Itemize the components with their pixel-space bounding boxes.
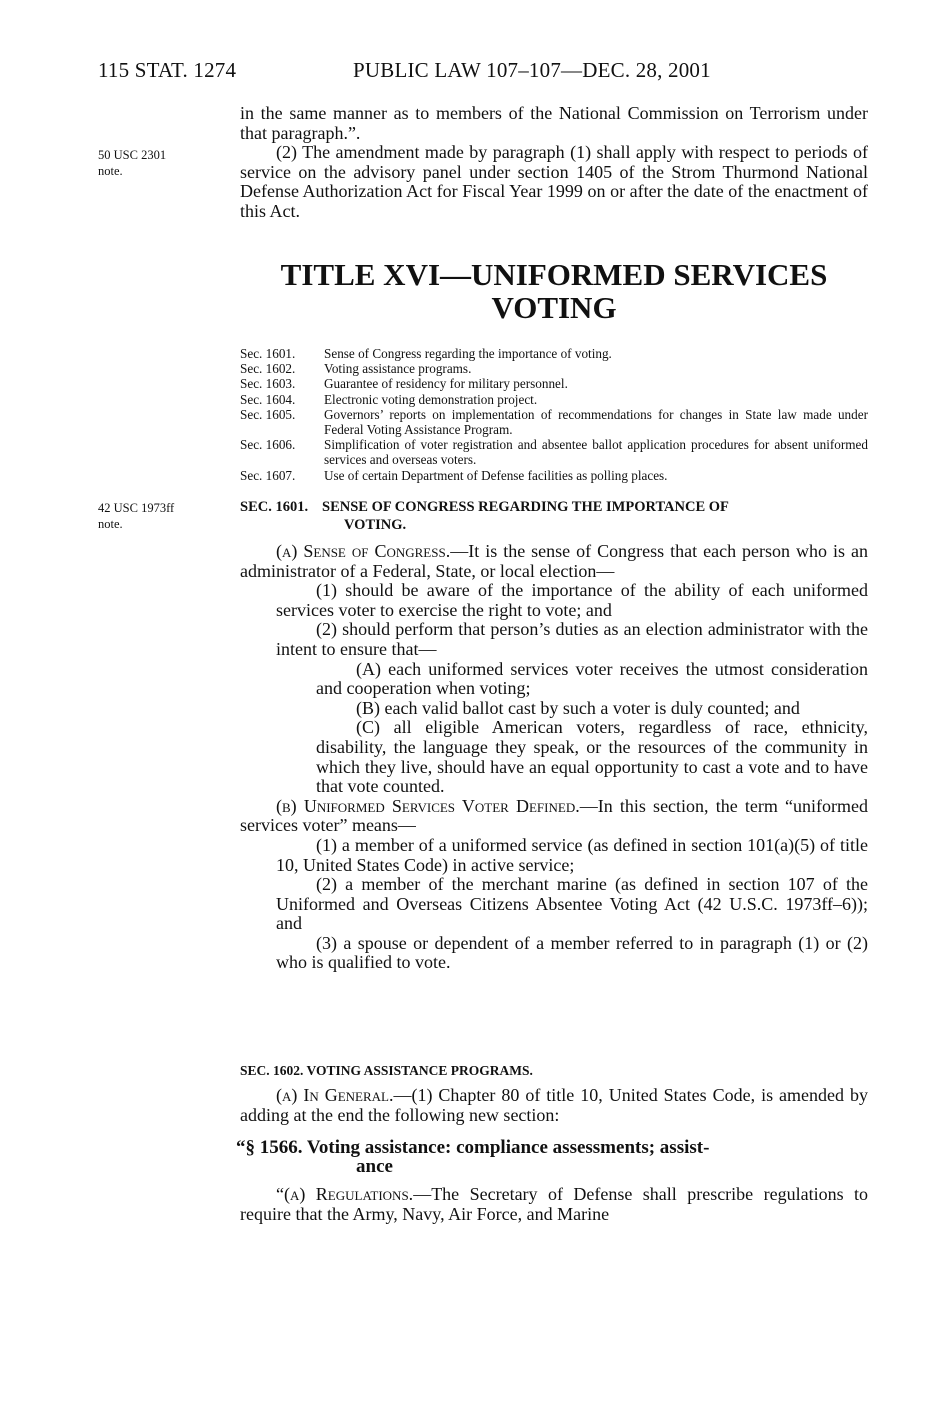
section-1601-body	[240, 542, 868, 973]
running-header: PUBLIC LAW 107–107—DEC. 28, 2001	[353, 58, 711, 82]
toc-entry: Sec. 1605. Governors’ reports on implementation of recommendations for changes in State law made under Federal Voting Assistance Program.	[240, 406, 868, 438]
title-heading: TITLE XVI—UNIFORMED SERVICES VOTING	[280, 257, 828, 325]
subsection-b: (b) Uniformed Services Voter Defined.—In this section, the term “uniformed services voter” means—	[240, 795, 869, 836]
toc-entry: Sec. 1604. Electronic voting demonstration project.	[240, 391, 538, 407]
table-of-contents	[240, 346, 868, 483]
intro-paragraph-2: (2) The amendment made by paragraph (1) shall apply with respect to periods of service on the advisory panel under section 1405 of the Strom Thurmond National Defense Authorization Act for Fiscal Year 1999 on or after the date of the enactment of this Act.	[240, 142, 868, 221]
toc-entry: Sec. 1602. Voting assistance programs.	[240, 361, 472, 377]
subsection-1602-a: (a) In General.—(1) Chapter 80 of title 10, United States Code, is amended by adding at the end the following new section:	[240, 1085, 868, 1125]
intro-paragraph-1: in the same manner as to members of the National Commission on Terrorism under that paragraph.”.	[240, 103, 868, 143]
margin-note-usc-2301: 50 USC 2301 note.	[98, 148, 167, 178]
subsection-a: (a) Sense of Congress.—It is the sense of Congress that each person who is an administrator of a Federal, State, or local election—	[240, 541, 868, 581]
margin-note-usc-1973ff: 42 USC 1973ff note.	[98, 501, 175, 531]
toc-entry: Sec. 1603. Guarantee of residency for military personnel.	[240, 376, 568, 392]
subparagraph-b: (B) each valid ballot cast by such a voter is duly counted; and	[356, 697, 800, 718]
section-1601-heading: SEC. 1601. SENSE OF CONGRESS REGARDING THE IMPORTANCE OF VOTING.	[240, 499, 729, 533]
section-1566-body	[240, 1185, 868, 1224]
paragraph-a1: (1) should be aware of the importance of the ability of each uniformed services voter to exercise the right to vote; and	[276, 580, 868, 620]
paragraph-a2: (2) should perform that person’s duties as an election administrator with the intent to ensure that—	[276, 619, 868, 659]
subparagraph-c: (C) all eligible American voters, regardless of race, ethnicity, disability, the language they speak, or the resources of the community in which they live, should have an equal opportunity to cast a vote and to have that vote counted.	[316, 717, 868, 797]
intro-text	[240, 104, 868, 222]
page-stat-citation: 115 STAT. 1274	[98, 58, 237, 82]
section-1566-heading: “§ 1566. Voting assistance: compliance assessments; assist- ance	[236, 1137, 710, 1177]
toc-entry: Sec. 1606. Simplification of voter registration and absentee ballot application procedures for absent uniformed services and overseas voters.	[240, 437, 868, 468]
toc-entry: Sec. 1601. Sense of Congress regarding the importance of voting.	[240, 346, 612, 361]
subparagraph-a: (A) each uniformed services voter receives the utmost consideration and cooperation when voting;	[316, 658, 868, 699]
paragraph-b2: (2) a member of the merchant marine (as defined in section 107 of the Uniformed and Overseas Citizens Absentee Voting Act (42 U.S.C. 1973ff–6)); and	[276, 874, 868, 934]
paragraph-b1: (1) a member of a uniformed service (as defined in section 101(a)(5) of title 10, United States Code) in active service;	[276, 834, 868, 875]
toc-entry: Sec. 1607. Use of certain Department of Defense facilities as polling places.	[240, 467, 668, 483]
section-1602-body	[240, 1086, 868, 1125]
regulations-paragraph: “(a) Regulations.—The Secretary of Defense shall prescribe regulations to require that the Army, Navy, Air Force, and Marine	[240, 1184, 868, 1224]
paragraph-b3: (3) a spouse or dependent of a member referred to in paragraph (1) or (2) who is qualified to vote.	[276, 932, 868, 973]
section-1602-heading: SEC. 1602. VOTING ASSISTANCE PROGRAMS.	[240, 1063, 533, 1078]
